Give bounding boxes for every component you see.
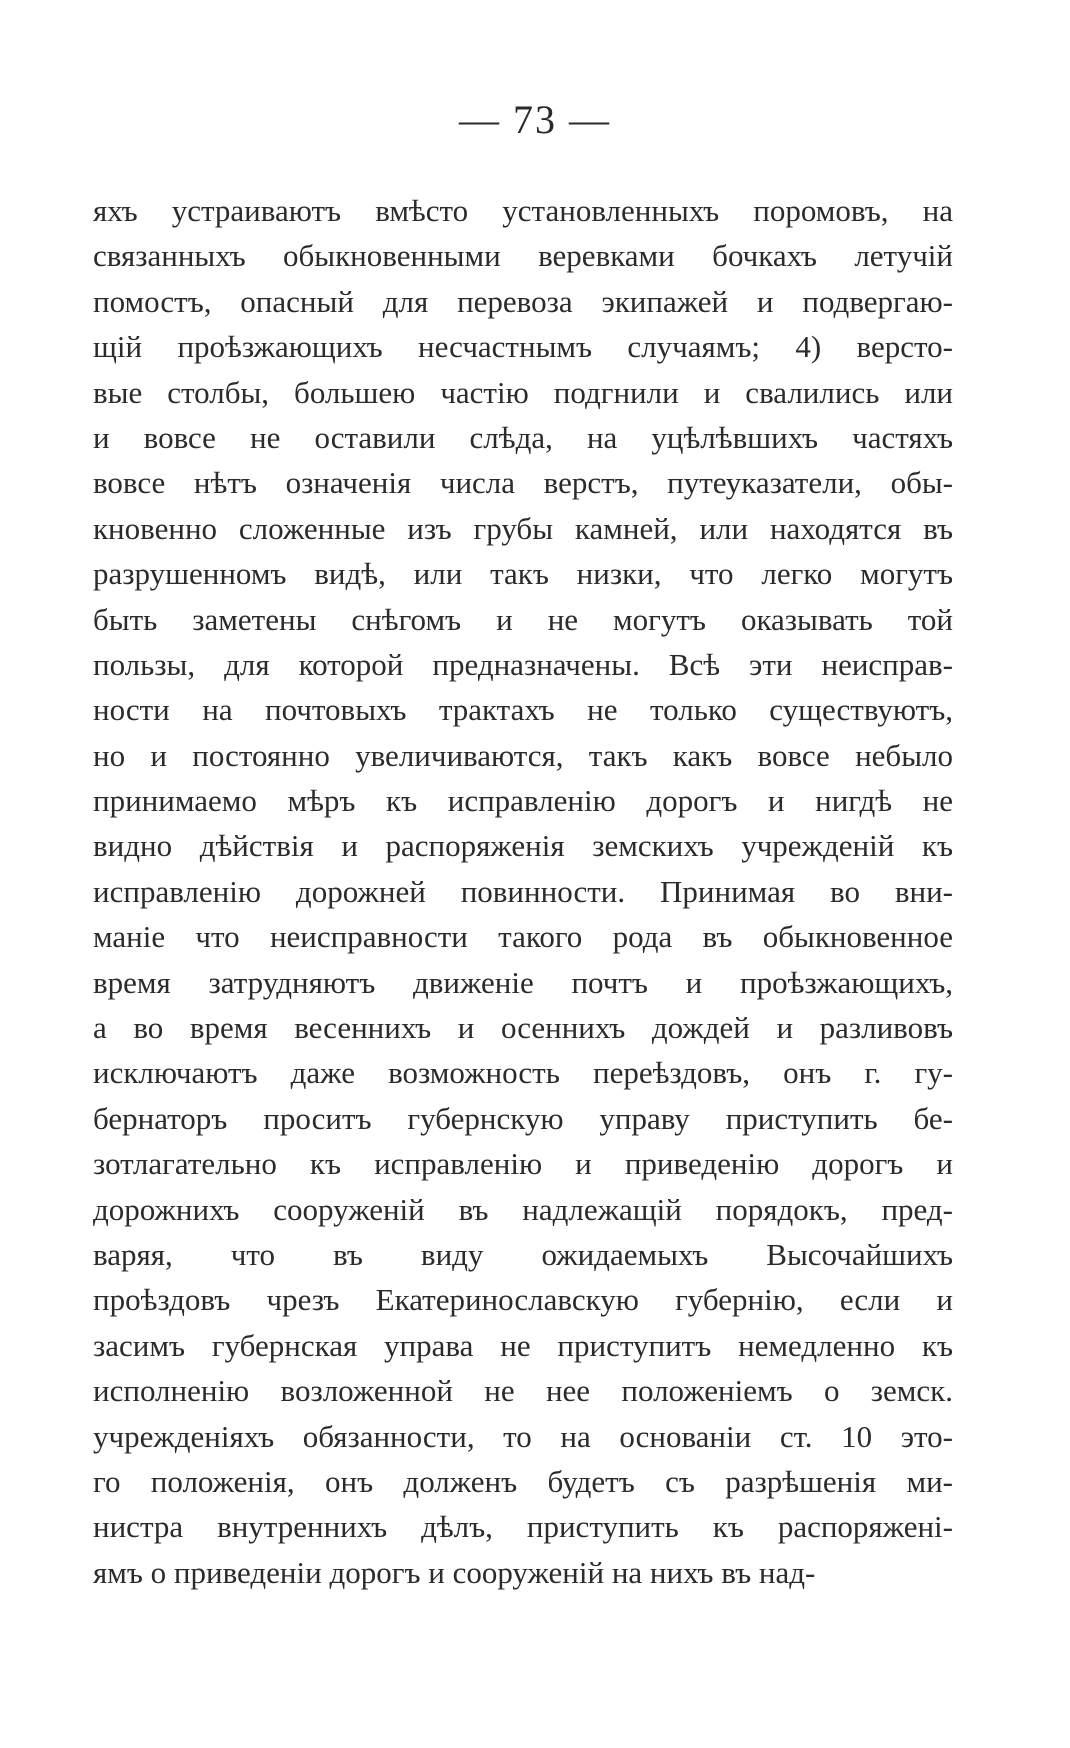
- text-line: а во время весеннихъ и осеннихъ дождей и разливовъ: [93, 1010, 953, 1046]
- text-line: го положенія, онъ долженъ будетъ съ разрѣшенія ми-: [93, 1463, 953, 1499]
- text-line: учрежденіяхъ обязанности, то на основаніи ст. 10 это-: [93, 1418, 953, 1454]
- text-line: видно дѣйствія и распоряженія земскихъ учрежденій къ: [93, 828, 953, 864]
- text-line: исправленію дорожней повинности. Принимая во вни-: [93, 873, 953, 909]
- text-line: вовсе нѣтъ означенія числа верстъ, путеуказатели, обы-: [93, 465, 953, 501]
- text-line: ямъ о приведеніи дорогъ и сооруженій на нихъ въ над-: [93, 1554, 816, 1590]
- page-number: — 73 —: [459, 97, 611, 142]
- text-line: щій проѣзжающихъ несчастнымъ случаямъ; 4) версто-: [93, 329, 953, 365]
- text-line: связанныхъ обыкновенными веревками бочкахъ летучій: [93, 238, 953, 274]
- text-line: пользы, для которой предназначены. Всѣ эти неисправ-: [93, 646, 953, 682]
- text-line: исполненію возложенной не нее положеніемъ о земск.: [93, 1373, 953, 1409]
- text-line: но и постоянно увеличиваются, такъ какъ вовсе небыло: [93, 737, 953, 773]
- text-line: нистра внутреннихъ дѣлъ, приступить къ распоряжені-: [93, 1509, 953, 1545]
- text-line: вые столбы, большею частію подгнили и свалились или: [93, 374, 953, 410]
- text-line: время затрудняютъ движеніе почтъ и проѣзжающихъ,: [93, 964, 953, 1000]
- text-line: ности на почтовыхъ трактахъ не только существуютъ,: [93, 692, 953, 728]
- text-line: принимаемо мѣръ къ исправленію дорогъ и нигдѣ не: [93, 783, 953, 819]
- text-line: зотлагательно къ исправленію и приведенію дорогъ и: [93, 1146, 953, 1182]
- text-line: засимъ губернская управа не приступитъ немедленно къ: [93, 1327, 953, 1363]
- text-line: быть заметены снѣгомъ и не могутъ оказывать той: [93, 601, 953, 637]
- text-line: бернаторъ проситъ губернскую управу приступить бе-: [93, 1100, 953, 1136]
- text-line: дорожнихъ сооруженій въ надлежащій порядокъ, пред-: [93, 1191, 953, 1227]
- text-line: помостъ, опасный для перевоза экипажей и подвергаю-: [93, 283, 953, 319]
- text-line: и вовсе не оставили слѣда, на уцѣлѣвшихъ частяхъ: [93, 419, 953, 455]
- text-line: яхъ устраиваютъ вмѣсто установленныхъ поромовъ, на: [93, 193, 953, 228]
- text-line: маніе что неисправности такого рода въ обыкновенное: [93, 919, 953, 955]
- text-line: разрушенномъ видѣ, или такъ низки, что легко могутъ: [93, 556, 953, 592]
- text-line: варяя, что въ виду ожидаемыхъ Высочайшихъ: [93, 1236, 953, 1272]
- text-line: кновенно сложенные изъ грубы камней, или находятся въ: [93, 510, 953, 546]
- body-text: [93, 188, 953, 1595]
- text-line: исключаютъ даже возможность переѣздовъ, онъ г. гу-: [93, 1055, 953, 1091]
- text-line: проѣздовъ чрезъ Екатеринославскую губернію, если и: [93, 1282, 953, 1318]
